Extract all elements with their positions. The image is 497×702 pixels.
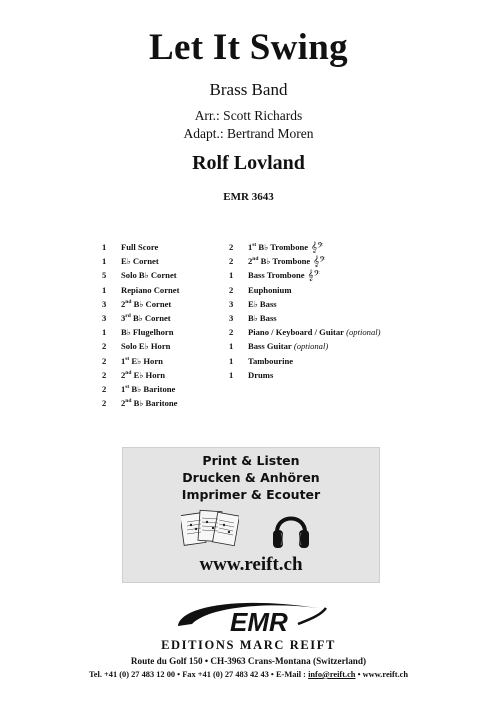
part-row <box>102 268 222 282</box>
part-row <box>102 368 222 382</box>
part-name: Drums <box>248 369 274 380</box>
part-name: 1st B♭ Trombone 𝄞𝄢 <box>248 242 324 253</box>
part-quantity: 3 <box>102 298 107 309</box>
promo-line-english: Print & Listen <box>202 453 300 468</box>
part-quantity: 1 <box>102 327 107 338</box>
promo-line-french: Imprimer & Ecouter <box>181 487 321 502</box>
part-row <box>229 268 389 282</box>
part-name: 1st B♭ Baritone <box>121 383 176 394</box>
headphones-icon <box>271 506 311 552</box>
part-quantity: 2 <box>102 341 107 352</box>
promo-line-german: Drucken & Anhören <box>182 470 320 485</box>
part-quantity: 5 <box>102 270 107 281</box>
part-name: E♭ Cornet <box>121 256 159 267</box>
part-row <box>229 283 389 297</box>
part-name: Bass Guitar (optional) <box>248 341 329 352</box>
part-name: E♭ Bass <box>248 298 277 309</box>
part-name: B♭ Bass <box>248 312 277 323</box>
part-name: Tambourine <box>248 355 294 366</box>
composer-name: Rolf Lovland <box>192 152 305 174</box>
part-name: 3rd B♭ Cornet <box>121 312 171 323</box>
part-quantity: 2 <box>229 327 234 338</box>
part-name: B♭ Flugelhorn <box>121 327 174 338</box>
publisher-address: Route du Golf 150 • CH-3963 Crans-Montana (Switzerland) <box>130 656 367 666</box>
publisher-name: EDITIONS MARC REIFT <box>161 638 336 652</box>
part-row <box>229 240 389 254</box>
email-link[interactable]: info@reift.ch <box>308 670 356 679</box>
part-quantity: 1 <box>229 355 234 366</box>
part-row <box>102 325 222 339</box>
publisher-contact <box>0 670 497 679</box>
part-name: 2nd B♭ Baritone <box>121 398 178 409</box>
part-name: 2nd B♭ Trombone 𝄞𝄢 <box>248 256 326 268</box>
part-name: Piano / Keyboard / Guitar (optional) <box>248 327 381 338</box>
catalog-number: EMR 3643 <box>223 191 274 203</box>
part-quantity: 2 <box>229 242 234 252</box>
optional-label: (optional) <box>291 341 329 352</box>
clef-icon: 𝄞𝄢 <box>307 270 320 282</box>
part-row <box>102 339 222 353</box>
part-quantity: 3 <box>102 312 107 323</box>
part-row <box>229 297 389 311</box>
parts-list-left <box>102 240 222 410</box>
arranger-credit: Arr.: Scott Richards <box>194 108 303 123</box>
part-row <box>102 254 222 268</box>
part-row <box>102 283 222 297</box>
optional-label: (optional) <box>343 327 381 338</box>
part-quantity: 2 <box>102 383 107 394</box>
part-name: Euphonium <box>248 284 292 295</box>
part-name: 2nd E♭ Horn <box>121 369 166 380</box>
part-quantity: 2 <box>102 355 107 366</box>
clef-icon: 𝄞𝄢 <box>313 256 326 268</box>
part-row <box>102 354 222 368</box>
part-row <box>229 311 389 325</box>
part-row <box>102 297 222 311</box>
part-name: 1st E♭ Horn <box>121 355 163 366</box>
score-title: Let It Swing <box>149 27 348 68</box>
svg-text:EMR: EMR <box>230 607 288 637</box>
part-quantity: 1 <box>102 284 107 295</box>
sheet-music-icon <box>181 508 239 550</box>
part-row <box>229 325 389 339</box>
part-quantity: 2 <box>229 284 234 295</box>
part-name: Full Score <box>121 242 159 252</box>
part-row <box>102 311 222 325</box>
part-quantity: 1 <box>102 242 107 252</box>
part-row <box>229 339 389 353</box>
part-row <box>102 240 222 254</box>
part-quantity: 2 <box>102 398 107 409</box>
print-listen-box <box>122 447 380 583</box>
part-name: Bass Trombone 𝄞𝄢 <box>248 270 320 282</box>
part-name: Solo B♭ Cornet <box>121 270 177 281</box>
part-quantity: 3 <box>229 312 234 323</box>
part-quantity: 2 <box>102 369 107 380</box>
contact-phone-fax: Tel. +41 (0) 27 483 12 00 • Fax +41 (0) 27 483 42 43 • E-Mail : <box>88 670 309 679</box>
emr-logo <box>170 600 330 638</box>
part-quantity: 1 <box>229 341 234 352</box>
part-row <box>229 368 389 382</box>
part-row <box>102 396 222 410</box>
part-name: 2nd B♭ Cornet <box>121 298 172 309</box>
part-row <box>102 382 222 396</box>
part-quantity: 2 <box>229 256 234 267</box>
part-name: Repiano Cornet <box>121 284 180 295</box>
ensemble-subtitle: Brass Band <box>209 80 288 99</box>
part-quantity: 1 <box>229 270 234 281</box>
part-row <box>229 354 389 368</box>
adapter-credit: Adapt.: Bertrand Moren <box>183 126 314 141</box>
part-quantity: 3 <box>229 298 234 309</box>
parts-list-right <box>229 240 389 382</box>
part-quantity: 1 <box>229 369 234 380</box>
part-quantity: 1 <box>102 256 107 267</box>
part-name: Solo E♭ Horn <box>121 341 171 352</box>
part-row <box>229 254 389 268</box>
website-link[interactable]: www.reift.ch <box>199 554 303 575</box>
contact-website: • www.reift.ch <box>355 670 409 679</box>
clef-icon: 𝄞𝄢 <box>311 242 324 253</box>
